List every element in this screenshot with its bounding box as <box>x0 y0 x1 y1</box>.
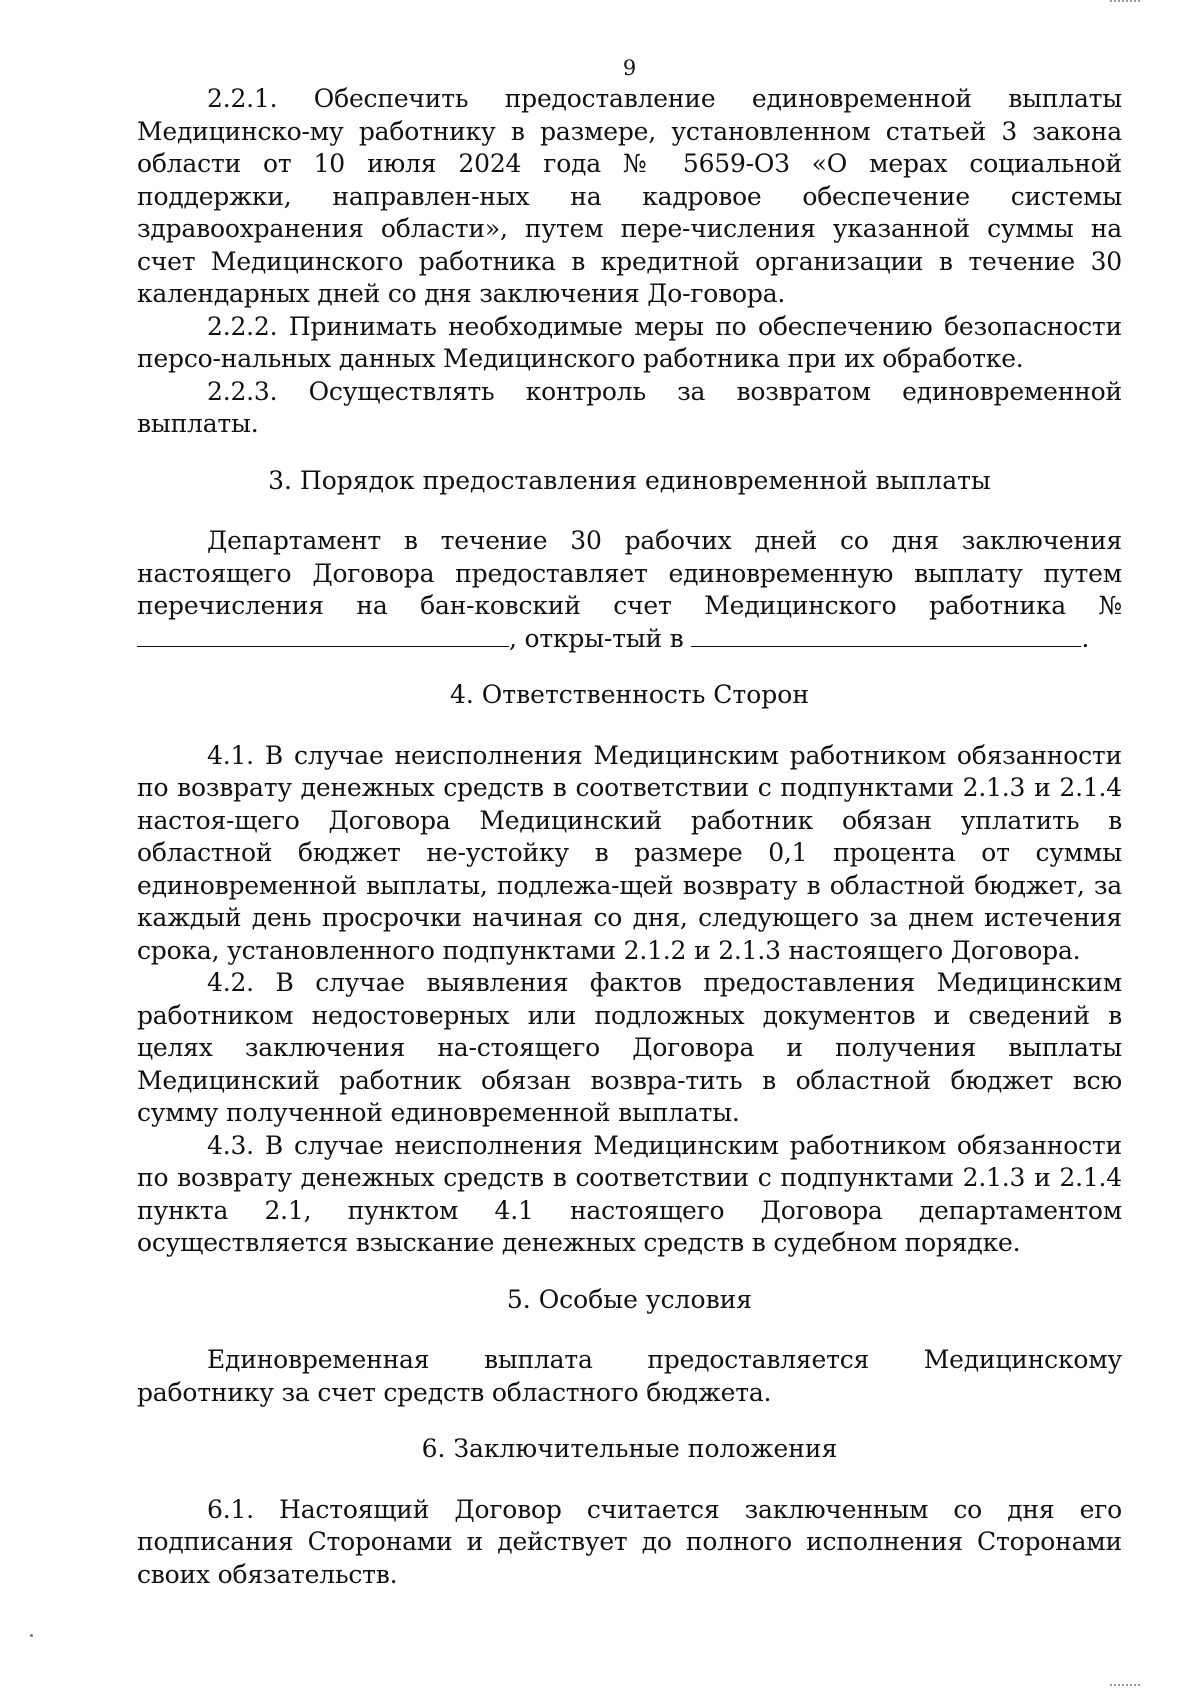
scan-mark-bottom <box>1110 1684 1140 1689</box>
paragraph-2-2-3: 2.2.3. Осуществлять контроль за возвратом единовременной выплаты. <box>137 376 1122 438</box>
scan-speck <box>30 1634 33 1637</box>
section-3-text-before-account: Департамент в течение 30 рабочих дней со дня заключения настоящего Договора предоставляет единовременную выплату путем перечисления на бан-ковский счет Медицинского работника № <box>137 526 1122 620</box>
document-page <box>137 55 1122 1591</box>
section-3-heading: 3. Порядок предоставления единовременной выплаты <box>268 465 991 495</box>
paragraph-6-1: 6.1. Настоящий Договор считается заключенным со дня его подписания Сторонами и действует до полного исполнения Сторонами своих обязательств. <box>137 1494 1122 1589</box>
bank-account-number-field <box>137 624 509 647</box>
paragraph-2-2-1: 2.2.1. Обеспечить предоставление единовременной выплаты Медицинско-му работнику в размере, установленном статьей 3 закона области от 10 июля 2024 года № 5659-ОЗ «О мерах социальной поддержки, направлен-ных на кадровое обеспечение системы здравоохранения области», путем пере-числения указанной суммы на счет Медицинского работника в кредитной организации в течение 30 календарных дней со дня заключения До-говора. <box>137 84 1122 308</box>
section-3-paragraph <box>137 525 1122 655</box>
paragraph-2-2-2: 2.2.2. Принимать необходимые меры по обеспечению безопасности персо-нальных данных Медицинского работника при их обработке. <box>137 311 1122 373</box>
paragraph-4-2: 4.2. В случае выявления фактов предоставления Медицинским работником недостоверных или подложных документов и сведений в целях заключения на-стоящего Договора и получения выплаты Медицинский работник обязан возвра-тить в областной бюджет всю сумму полученной единовременной выплаты. <box>137 968 1122 1127</box>
section-3-text-end: . <box>1081 623 1090 653</box>
page-number: 9 <box>622 56 637 80</box>
paragraph-5: Единовременная выплата предоставляется Медицинскому работнику за счет средств областного бюджета. <box>137 1345 1122 1407</box>
scan-mark-top <box>1110 0 1140 5</box>
section-5-heading: 5. Особые условия <box>506 1284 753 1314</box>
section-3-text-after-account: , откры-тый в <box>509 623 684 653</box>
section-6-heading: 6. Заключительные положения <box>421 1434 838 1463</box>
section-4-heading: 4. Ответственность Сторон <box>449 680 810 709</box>
bank-name-field <box>691 624 1081 647</box>
paragraph-4-1: 4.1. В случае неисполнения Медицинским работником обязанности по возврату денежных средств в соответствии с подпунктами 2.1.3 и 2.1.4 настоя-щего Договора Медицинский работник обязан уплатить в областной бюджет не-устойку в размере 0,1 процента от суммы единовременной выплаты, подлежа-щей возврату в областной бюджет, за каждый день просрочки начиная со дня, следующего за днем истечения срока, установленного подпунктами 2.1.2 и 2.1.3 настоящего Договора. <box>137 740 1122 965</box>
paragraph-4-3: 4.3. В случае неисполнения Медицинским работником обязанности по возврату денежных средств в соответствии с подпунктами 2.1.3 и 2.1.4 пункта 2.1, пунктом 4.1 настоящего Договора департаментом осуществляется взыскание денежных средств в судебном порядке. <box>137 1130 1122 1257</box>
